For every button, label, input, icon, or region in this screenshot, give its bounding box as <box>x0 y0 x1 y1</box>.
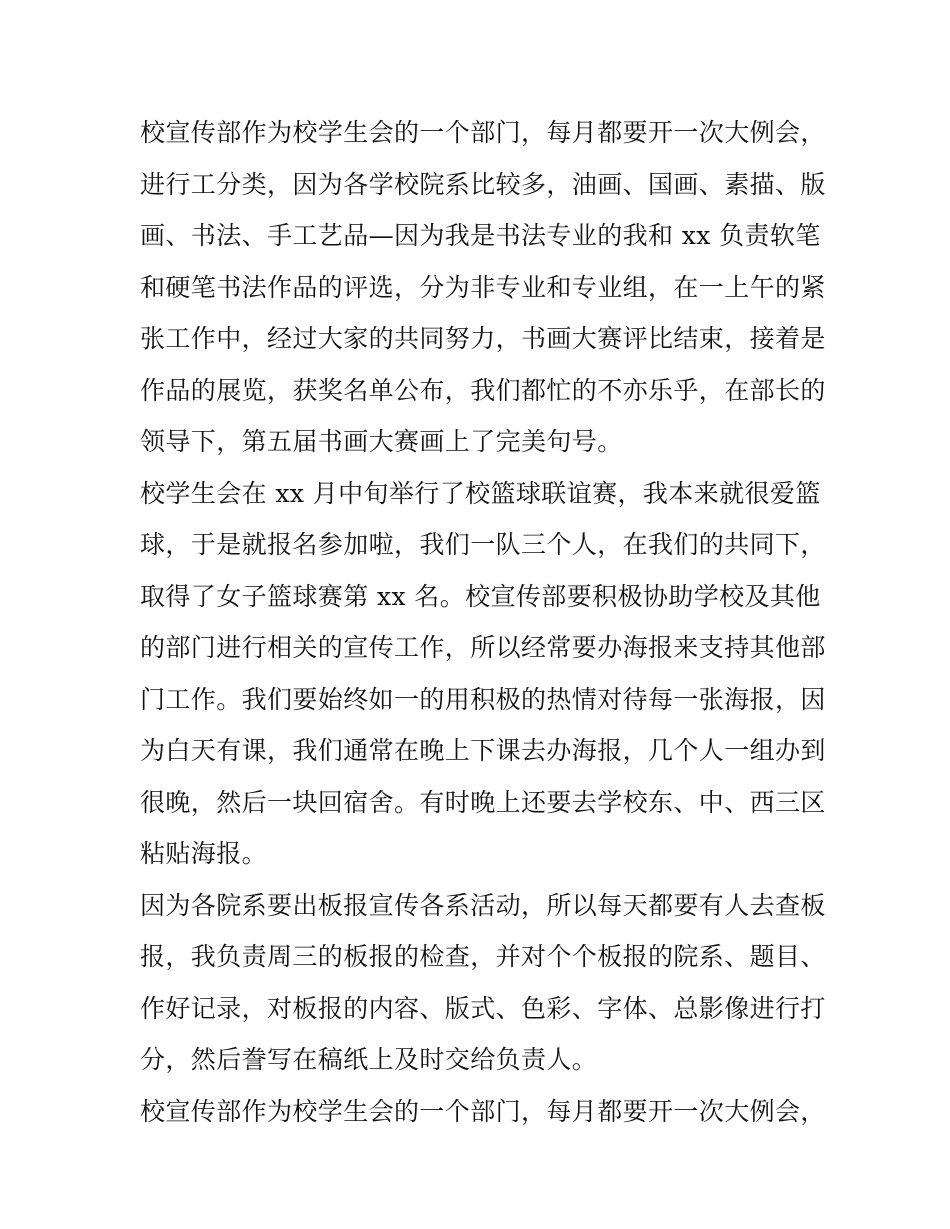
text-line: 画、书法、手工艺品—因为我是书法专业的我和 xx 负责软笔 <box>140 221 821 250</box>
text-line: 张工作中，经过大家的共同努力，书画大赛评比结束，接着是 <box>140 324 826 353</box>
text-line: 作品的展览，获奖名单公布，我们都忙的不亦乐乎，在部长的 <box>140 375 826 405</box>
text-line: 校学生会在 xx 月中旬举行了校篮球联谊赛，我本来就很爱篮 <box>140 478 821 508</box>
text-line: 很晚，然后一块回宿舍。有时晚上还要去学校东、中、西三区 <box>140 787 826 817</box>
text-line: 的部门进行相关的宣传工作，所以经常要办海报来支持其他部 <box>140 633 826 662</box>
text-line: 校宣传部作为校学生会的一个部门，每月都要开一次大例会， <box>140 118 826 147</box>
text-line: 分，然后誊写在稿纸上及时交给负责人。 <box>140 1045 598 1074</box>
text-line: 作好记录，对板报的内容、版式、色彩、字体、总影像进行打 <box>140 993 826 1023</box>
text-line: 门工作。我们要始终如一的用积极的热情对待每一张海报，因 <box>140 684 826 714</box>
text-line: 领导下，第五届书画大赛画上了完美句号。 <box>140 427 623 456</box>
text-line: 校宣传部作为校学生会的一个部门，每月都要开一次大例会， <box>140 1096 826 1126</box>
text-line: 进行工分类，因为各学校院系比较多，油画、国画、素描、版 <box>140 169 826 199</box>
body-text <box>140 107 826 1137</box>
text-line: 粘贴海报。 <box>140 839 268 868</box>
text-line: 球，于是就报名参加啦，我们一队三个人，在我们的共同下， <box>140 530 826 559</box>
text-line: 为白天有课，我们通常在晚上下课去办海报，几个人一组办到 <box>140 736 826 765</box>
text-line: 因为各院系要出板报宣传各系活动，所以每天都要有人去查板 <box>140 890 826 920</box>
text-line: 报，我负责周三的板报的检查，并对个个板报的院系、题目、 <box>140 942 826 971</box>
text-line: 和硬笔书法作品的评选，分为非专业和专业组，在一上午的紧 <box>140 272 826 302</box>
text-line: 取得了女子篮球赛第 xx 名。校宣传部要积极协助学校及其他 <box>140 581 821 611</box>
